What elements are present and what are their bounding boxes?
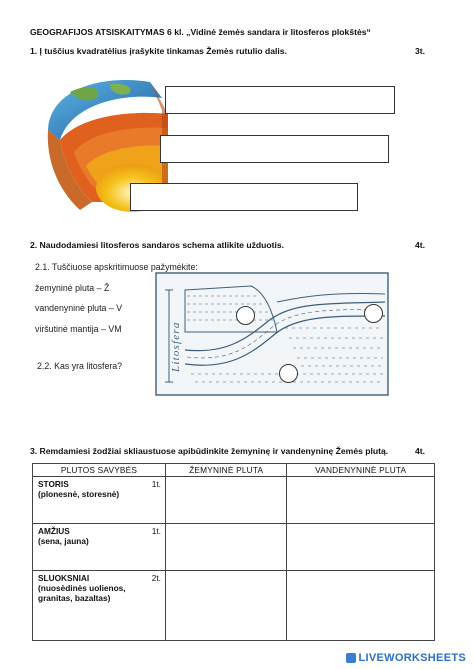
- question-2-points: 4t.: [415, 240, 426, 250]
- property-cell: [33, 571, 166, 641]
- question-2-text: 2. Naudodamiesi litosferos sandaros schema atlikite užduotis.: [30, 240, 285, 250]
- question-3-points: 4t.: [415, 446, 426, 456]
- crust-properties-table: [32, 463, 435, 641]
- property-cell: [33, 524, 166, 571]
- diagram-circle-oceanic[interactable]: [364, 304, 383, 323]
- property-hint: (plonesnė, storesnė): [38, 489, 120, 499]
- liveworksheets-footer[interactable]: [346, 652, 467, 664]
- worksheet-title: GEOGRAFIJOS ATSISKAITYMAS 6 kl. „Vidinė žemės sandara ir litosferos plokštės“: [30, 27, 371, 37]
- table-header-row: [33, 464, 435, 477]
- question-2-1-instruction: 2.1. Tuščiuose apskritimuose pažymėkite:: [35, 262, 198, 272]
- property-hint: (sena, jauna): [38, 536, 89, 546]
- earth-layer-answer-1[interactable]: [165, 86, 395, 114]
- lithosphere-diagram: [155, 272, 389, 396]
- diagram-circle-continental[interactable]: [236, 306, 255, 325]
- question-1-points: 3t.: [415, 46, 426, 56]
- earth-layer-answer-2[interactable]: [160, 135, 389, 163]
- property-points: 1t.: [151, 479, 161, 489]
- oceanic-answer-cell[interactable]: [287, 477, 435, 524]
- liveworksheets-logo-icon: [346, 653, 356, 663]
- header-continental: ŽEMYNINĖ PLUTA: [166, 464, 287, 477]
- header-oceanic: VANDENYNINĖ PLUTA: [287, 464, 435, 477]
- question-1-text: 1. Į tuščius kvadratėlius įrašykite tinkamas Žemės rutulio dalis.: [30, 46, 287, 56]
- earth-layer-answer-3[interactable]: [130, 183, 358, 211]
- oceanic-answer-cell[interactable]: [287, 571, 435, 641]
- header-properties: PLUTOS SAVYBĖS: [33, 464, 166, 477]
- property-hint: (nuosėdinės uolienos, granitas, bazaltas): [38, 583, 126, 603]
- table-row: [33, 477, 435, 524]
- continental-answer-cell[interactable]: [166, 477, 287, 524]
- question-3-text: 3. Remdamiesi žodžiai skliaustuose apibūdinkite žemyninę ir vandenyninę Žemės plutą.: [30, 446, 389, 456]
- continental-answer-cell[interactable]: [166, 571, 287, 641]
- table-row: [33, 571, 435, 641]
- diagram-circle-mantle[interactable]: [279, 364, 298, 383]
- property-name: SLUOKSNIAI: [38, 573, 90, 583]
- continental-answer-cell[interactable]: [166, 524, 287, 571]
- property-points: 2t.: [151, 573, 161, 583]
- property-points: 1t.: [151, 526, 161, 536]
- property-cell: [33, 477, 166, 524]
- table-row: [33, 524, 435, 571]
- question-2-2-text: 2.2. Kas yra litosfera?: [37, 361, 123, 371]
- property-name: STORIS: [38, 479, 69, 489]
- oceanic-answer-cell[interactable]: [287, 524, 435, 571]
- legend-oceanic: vandenyninė pluta – V: [35, 303, 123, 313]
- property-name: AMŽIUS: [38, 526, 70, 536]
- legend-continental: žemyninė pluta – Ž: [35, 283, 110, 293]
- lithosphere-label: Litosfera: [170, 321, 182, 372]
- legend-upper-mantle: viršutinė mantija – VM: [35, 324, 122, 334]
- liveworksheets-brand: LIVEWORKSHEETS: [358, 652, 466, 664]
